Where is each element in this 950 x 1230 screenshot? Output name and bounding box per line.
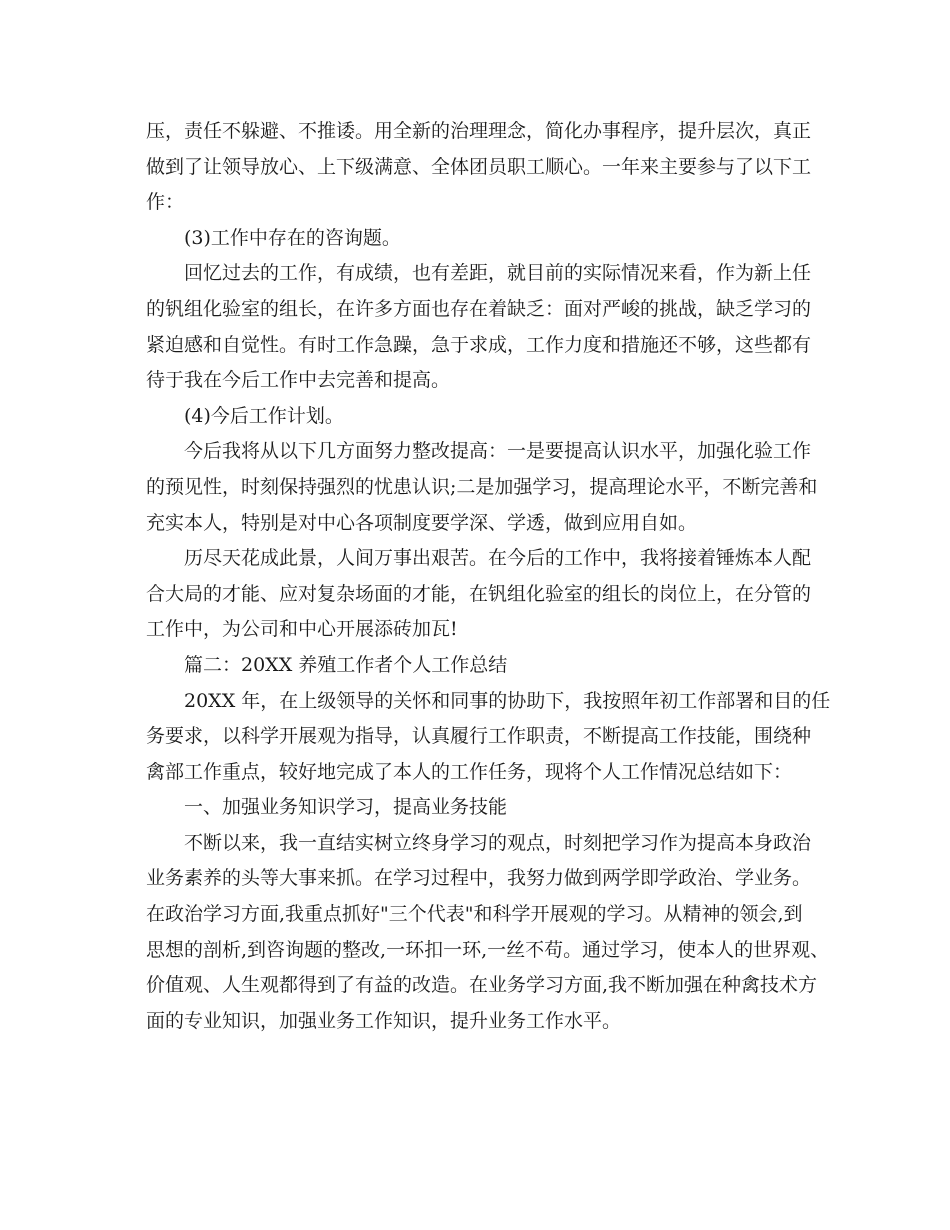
- text-line: 业务素养的头等大事来抓。在学习过程中，我努力做到两学即学政治、学业务。: [146, 867, 812, 890]
- text-line: 面的专业知识，加强业务工作知识，提升业务工作水平。: [146, 1009, 622, 1032]
- text-line: 待于我在今后工作中去完善和提高。: [146, 369, 451, 392]
- text-line: 压，责任不躲避、不推诿。用全新的治理理念，简化办事程序，提升层次，真正: [146, 120, 812, 142]
- text-line: 禽部工作重点，较好地完成了本人的工作任务，现将个人工作情况总结如下：: [146, 760, 793, 783]
- text-line: (3)工作中存在的咨询题。: [184, 226, 401, 249]
- text-line: 回忆过去的工作，有成绩，也有差距，就目前的实际情况来看，作为新上任: [184, 262, 812, 285]
- text-line: 紧迫感和自觉性。有时工作急躁，急于求成，工作力度和措施还不够，这些都有: [146, 333, 812, 356]
- text-line: 价值观、人生观都得到了有益的改造。在业务学习方面,我不断加强在种禽技术方: [146, 974, 818, 997]
- text-line: 作：: [146, 191, 185, 214]
- text-line: (4)今后工作计划。: [184, 404, 344, 427]
- text-line: 工作中，为公司和中心开展添砖加瓦!: [146, 618, 458, 641]
- text-line: 的预见性，时刻保持强烈的忧患认识;二是加强学习，提高理论水平，不断完善和: [146, 475, 818, 498]
- text-line: 篇二：20XX 养殖工作者个人工作总结: [184, 653, 508, 676]
- text-line: 充实本人，特别是对中心各项制度要学深、学透，做到应用自如。: [146, 511, 698, 534]
- text-line: 思想的剖析,到咨询题的整改,一环扣一环,一丝不苟。通过学习，使本人的世界观、: [146, 938, 830, 961]
- text-line: 合大局的才能、应对复杂场面的才能，在钒组化验室的组长的岗位上，在分管的: [146, 582, 812, 605]
- text-line: 一、加强业务知识学习，提高业务技能: [184, 796, 508, 819]
- text-line: 务要求，以科学开展观为指导，认真履行工作职责，不断提高工作技能，围绕种: [146, 725, 812, 748]
- text-line: 在政治学习方面,我重点抓好"三个代表"和科学开展观的学习。从精神的领会,到: [146, 903, 803, 926]
- text-line: 的钒组化验室的组长，在许多方面也存在着缺乏：面对严峻的挑战，缺乏学习的: [146, 297, 812, 320]
- text-line: 今后我将从以下几方面努力整改提高：一是要提高认识水平，加强化验工作: [184, 440, 812, 463]
- text-line: 20XX 年，在上级领导的关怀和同事的协助下，我按照年初工作部署和目的任: [184, 689, 831, 712]
- document-body: [146, 114, 846, 1039]
- text-line: 历尽天花成此景，人间万事出艰苦。在今后的工作中，我将接着锤炼本人配: [184, 547, 812, 570]
- text-line: 不断以来，我一直结实树立终身学习的观点，时刻把学习作为提高本身政治: [184, 831, 812, 854]
- text-line: 做到了让领导放心、上下级满意、全体团员职工顺心。一年来主要参与了以下工: [146, 155, 812, 178]
